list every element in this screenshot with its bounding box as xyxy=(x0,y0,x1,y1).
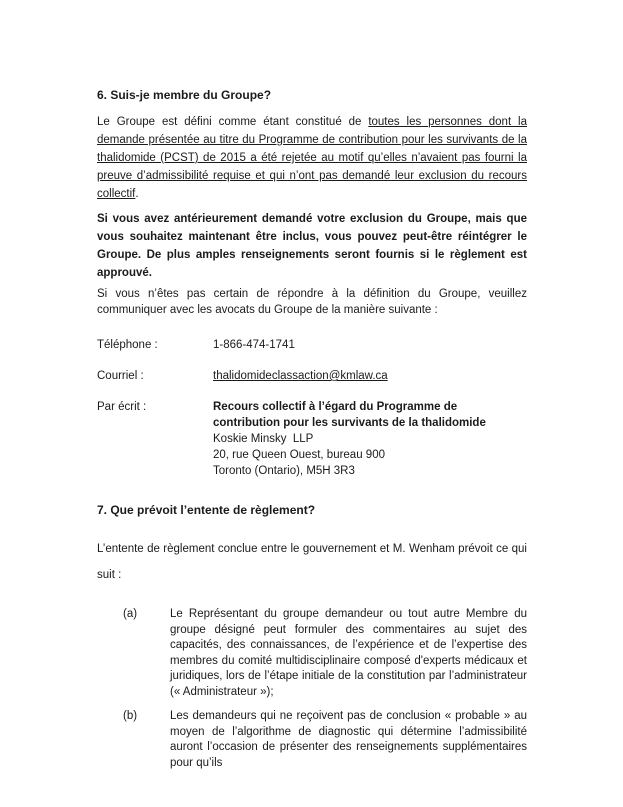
list-item-text-b: Les demandeurs qui ne reçoivent pas de conclusion « probable » au moyen de l’algorithme de diagnostic qui détermine l’admissibilité auront l’occasion de présenter des renseignements supplémentaires pour qu’ils xyxy=(170,710,527,769)
list-item xyxy=(97,607,527,700)
settlement-items-list xyxy=(97,607,527,771)
mail-label: Par écrit : xyxy=(97,401,147,413)
section-7-heading: 7. Que prévoit l’entente de règlement? xyxy=(97,503,316,517)
section-6-heading: 6. Suis-je membre du Groupe? xyxy=(97,88,272,102)
email-link[interactable]: thalidomideclassaction@kmlaw.ca xyxy=(213,370,388,382)
definition-lead-text: Le Groupe est défini comme étant constitué de xyxy=(97,116,369,128)
mail-address-firm: Koskie Minsky LLP xyxy=(213,433,314,445)
contact-intro-paragraph: Si vous n’êtes pas certain de répondre à la définition du Groupe, veuillez communiquer avec les avocats du Groupe de la manière suivante : xyxy=(97,288,527,316)
contact-block xyxy=(97,337,527,479)
email-label: Courriel : xyxy=(97,370,144,382)
definition-tail-text: . xyxy=(135,188,139,200)
mail-address xyxy=(213,399,518,479)
phone-label: Téléphone : xyxy=(97,339,158,351)
definition-underlined-text: toutes les personnes dont la demande présentée au titre du Programme de contribution pour les survivants de la thalidomide (PCST) de 2015 a été rejetée au motif qu’elles n’avaient pas fourni la preuve d’admissibilité requise et qui n’ont pas demandé leur exclusion du recours collectif xyxy=(97,116,527,200)
mail-address-title: Recours collectif à l’égard du Programme de contribution pour les survivants de la thalidomide xyxy=(213,401,486,429)
mail-row xyxy=(97,399,527,479)
list-item-marker-a: (a) xyxy=(123,608,138,620)
list-item-marker-b: (b) xyxy=(123,710,138,722)
reintegration-paragraph: Si vous avez antérieurement demandé votre exclusion du Groupe, mais que vous souhaitez maintenant être inclus, vous pouvez peut-être réintégrer le Groupe. De plus amples renseignements seront fournis si le règlement est approuvé. xyxy=(97,213,527,279)
mail-address-city: Toronto (Ontario), M5H 3R3 xyxy=(213,465,355,477)
list-item xyxy=(97,709,527,771)
group-definition-paragraph xyxy=(97,113,527,203)
email-row xyxy=(97,368,527,384)
phone-value: 1-866-474-1741 xyxy=(213,339,295,351)
settlement-intro-paragraph: L’entente de règlement conclue entre le gouvernement et M. Wenham prévoit ce qui suit : xyxy=(97,543,527,581)
phone-row xyxy=(97,337,527,353)
list-item-text-a: Le Représentant du groupe demandeur ou tout autre Membre du groupe désigné peut formuler des commentaires au sujet des capacités, des connaissances, de l’expérience et de l’expertise des membres du comité multidisciplinaire composé d'experts médicaux et juridiques, lors de l’étape initiale de la constitution par l’administrateur (« Administrateur »); xyxy=(170,608,527,698)
mail-address-street: 20, rue Queen Ouest, bureau 900 xyxy=(213,449,385,461)
